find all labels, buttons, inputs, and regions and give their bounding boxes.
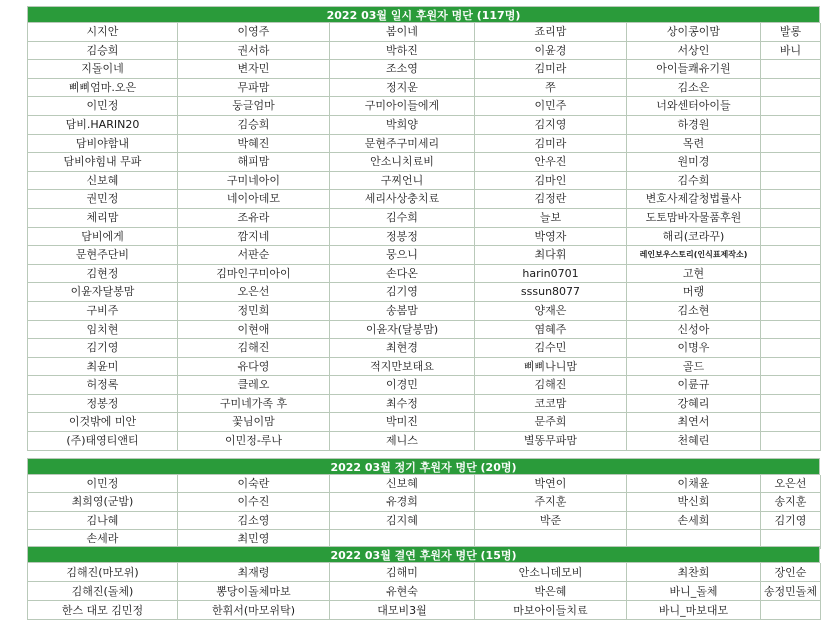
donor-name-cell: 허정록 bbox=[28, 376, 178, 395]
donor-name-cell: 이명우 bbox=[627, 339, 761, 358]
donor-name-cell: 마보아이들치료 bbox=[475, 601, 627, 620]
donor-name-cell: 최희영(군밤) bbox=[28, 493, 178, 511]
donor-name-cell: 삐삐나니맘 bbox=[475, 358, 627, 377]
donor-name-cell: 이민주 bbox=[475, 97, 627, 116]
donor-name-cell: 바니_돌체 bbox=[627, 582, 761, 601]
donor-name-cell bbox=[761, 358, 821, 377]
donor-name-cell bbox=[761, 413, 821, 432]
donor-name-cell: 천혜린 bbox=[627, 432, 761, 451]
donor-name-cell: 별똥무파맘 bbox=[475, 432, 627, 451]
donor-name-cell: 해리(코라꾸) bbox=[627, 228, 761, 247]
donor-name-cell: 손세라 bbox=[28, 530, 178, 548]
donor-name-cell bbox=[761, 135, 821, 154]
donor-name-cell: 김나혜 bbox=[28, 512, 178, 530]
donor-name-cell: 송정민돌체 bbox=[761, 582, 821, 601]
table-title: 2022 03월 결연 후원자 명단 (15명) bbox=[27, 546, 820, 563]
donor-name-cell: 김소영 bbox=[178, 512, 330, 530]
donor-name-cell: 제니스 bbox=[330, 432, 475, 451]
donor-name-cell: 쭈 bbox=[475, 79, 627, 98]
donor-name-cell: 최찬희 bbox=[627, 563, 761, 582]
donor-name-cell: 구미아이들에게 bbox=[330, 97, 475, 116]
donor-name-cell: 이현애 bbox=[178, 321, 330, 340]
donor-name-cell bbox=[761, 283, 821, 302]
donor-name-cell: 김수희 bbox=[627, 172, 761, 191]
donor-name-cell: 원미경 bbox=[627, 153, 761, 172]
donor-name-cell: 안소니데모비 bbox=[475, 563, 627, 582]
donor-name-cell: 손다온 bbox=[330, 265, 475, 284]
donor-name-cell: 이윤자달봉맘 bbox=[28, 283, 178, 302]
donor-name-cell: 서상인 bbox=[627, 42, 761, 61]
donor-name-cell bbox=[761, 395, 821, 414]
donor-name-cell: 정봉정 bbox=[28, 395, 178, 414]
donor-name-cell bbox=[761, 228, 821, 247]
donor-name-cell: 해피맘 bbox=[178, 153, 330, 172]
donor-name-cell bbox=[761, 153, 821, 172]
donor-name-cell: 이윤자(달봉맘) bbox=[330, 321, 475, 340]
donor-name-cell: 조유라 bbox=[178, 209, 330, 228]
donor-name-cell: 레인보우스토리(인식표제작소) bbox=[627, 246, 761, 265]
donor-name-cell: 염혜주 bbox=[475, 321, 627, 340]
donor-name-cell: 김해진 bbox=[178, 339, 330, 358]
donor-name-cell: 이수진 bbox=[178, 493, 330, 511]
donor-name-cell: 최윤미 bbox=[28, 358, 178, 377]
donor-name-cell: 이채윤 bbox=[627, 475, 761, 493]
donor-name-cell bbox=[761, 432, 821, 451]
donor-name-cell: 박연이 bbox=[475, 475, 627, 493]
donor-name-cell: 정봉정 bbox=[330, 228, 475, 247]
donor-name-cell: 문현주구미세리 bbox=[330, 135, 475, 154]
donor-name-cell: 김해진 bbox=[475, 376, 627, 395]
donor-name-cell bbox=[761, 601, 821, 620]
donor-name-cell: 유경희 bbox=[330, 493, 475, 511]
donor-name-cell: 골드 bbox=[627, 358, 761, 377]
donor-name-cell: 김기영 bbox=[330, 283, 475, 302]
donor-name-cell: 최민영 bbox=[178, 530, 330, 548]
donor-name-cell: 이경민 bbox=[330, 376, 475, 395]
donor-name-cell: 김현정 bbox=[28, 265, 178, 284]
donor-name-cell: 강혜리 bbox=[627, 395, 761, 414]
donor-name-cell: 김미라 bbox=[475, 135, 627, 154]
donor-name-cell: 김수희 bbox=[330, 209, 475, 228]
donor-name-cell: 문주희 bbox=[475, 413, 627, 432]
donor-name-cell: 시지안 bbox=[28, 23, 178, 42]
donor-name-cell: 신성아 bbox=[627, 321, 761, 340]
donor-name-cell: 김미라 bbox=[475, 60, 627, 79]
donor-name-cell: 구미네가족 후 bbox=[178, 395, 330, 414]
donor-name-cell: 정민희 bbox=[178, 302, 330, 321]
donor-name-cell: 한스 대모 김민정 bbox=[28, 601, 178, 620]
table-title: 2022 03월 일시 후원자 명단 (117명) bbox=[27, 6, 820, 23]
donor-name-cell: 김승희 bbox=[178, 116, 330, 135]
donor-name-cell: 문현주단비 bbox=[28, 246, 178, 265]
donor-grid bbox=[27, 563, 820, 620]
donor-name-cell: 최다휘 bbox=[475, 246, 627, 265]
donor-name-cell: 오은선 bbox=[761, 475, 821, 493]
donor-name-cell: 최재령 bbox=[178, 563, 330, 582]
donor-name-cell bbox=[761, 60, 821, 79]
donor-name-cell: 이민정 bbox=[28, 97, 178, 116]
donor-name-cell: 김기영 bbox=[761, 512, 821, 530]
donor-name-cell: 체리맘 bbox=[28, 209, 178, 228]
donor-name-cell: 이민정 bbox=[28, 475, 178, 493]
donor-name-cell: 박준 bbox=[475, 512, 627, 530]
donor-name-cell bbox=[761, 321, 821, 340]
donor-name-cell: 김해미 bbox=[330, 563, 475, 582]
donor-name-cell: 깜지네 bbox=[178, 228, 330, 247]
donor-name-cell: 김마인구미아이 bbox=[178, 265, 330, 284]
donor-name-cell: 너와센터아이들 bbox=[627, 97, 761, 116]
donor-name-cell: 변호사제갈청법률사 bbox=[627, 190, 761, 209]
donor-name-cell: 김수민 bbox=[475, 339, 627, 358]
donor-name-cell: 대모비3월 bbox=[330, 601, 475, 620]
donor-name-cell: 서판순 bbox=[178, 246, 330, 265]
donor-name-cell: 김지혜 bbox=[330, 512, 475, 530]
donor-name-cell bbox=[761, 209, 821, 228]
table-title: 2022 03월 정기 후원자 명단 (20명) bbox=[27, 458, 820, 475]
donor-name-cell: 안우진 bbox=[475, 153, 627, 172]
donor-name-cell: 박미진 bbox=[330, 413, 475, 432]
donor-name-cell: 이것밖에 미안 bbox=[28, 413, 178, 432]
donor-name-cell bbox=[761, 97, 821, 116]
donor-name-cell: 구찌언니 bbox=[330, 172, 475, 191]
donor-name-cell: 세리사상충치료 bbox=[330, 190, 475, 209]
donor-name-cell bbox=[761, 302, 821, 321]
donor-name-cell: 둥글엄마 bbox=[178, 97, 330, 116]
donor-name-cell: 뭉으니 bbox=[330, 246, 475, 265]
donor-name-cell: 한휘서(마모위탁) bbox=[178, 601, 330, 620]
donor-name-cell: 바니 bbox=[761, 42, 821, 61]
donor-name-cell: 무파맘 bbox=[178, 79, 330, 98]
donor-name-cell: 오은선 bbox=[178, 283, 330, 302]
donor-name-cell: 최수정 bbox=[330, 395, 475, 414]
donor-name-cell: 권서하 bbox=[178, 42, 330, 61]
donor-name-cell: 김해진(마모위) bbox=[28, 563, 178, 582]
donor-name-cell: 김소현 bbox=[627, 302, 761, 321]
donor-name-cell: 지돌이네 bbox=[28, 60, 178, 79]
donor-name-cell: 이영주 bbox=[178, 23, 330, 42]
donor-name-cell: 목련 bbox=[627, 135, 761, 154]
donor-name-cell: 양재은 bbox=[475, 302, 627, 321]
one-time-donor-table bbox=[27, 6, 820, 451]
donor-name-cell: 조소영 bbox=[330, 60, 475, 79]
donor-name-cell bbox=[761, 79, 821, 98]
donor-name-cell: 담비야함내 bbox=[28, 135, 178, 154]
donor-name-cell: 손세희 bbox=[627, 512, 761, 530]
donor-name-cell: 구미네아이 bbox=[178, 172, 330, 191]
sponsorship-donor-table bbox=[27, 546, 820, 620]
donor-name-cell: 김지영 bbox=[475, 116, 627, 135]
donor-name-cell: 박하진 bbox=[330, 42, 475, 61]
donor-name-cell bbox=[761, 265, 821, 284]
donor-name-cell: (주)태영티앤티 bbox=[28, 432, 178, 451]
donor-name-cell: harin0701 bbox=[475, 265, 627, 284]
donor-name-cell: 이륜규 bbox=[627, 376, 761, 395]
donor-name-cell: 이민정-루나 bbox=[178, 432, 330, 451]
donor-name-cell bbox=[761, 190, 821, 209]
donor-name-cell: 하경원 bbox=[627, 116, 761, 135]
donor-name-cell: 이윤경 bbox=[475, 42, 627, 61]
donor-name-cell: 담비야힘내 무파 bbox=[28, 153, 178, 172]
donor-name-cell: 네이아데모 bbox=[178, 190, 330, 209]
donor-name-cell: 이숙란 bbox=[178, 475, 330, 493]
donor-name-cell bbox=[761, 116, 821, 135]
donor-name-cell: 신보혜 bbox=[28, 172, 178, 191]
donor-name-cell: 최연서 bbox=[627, 413, 761, 432]
donor-name-cell bbox=[761, 376, 821, 395]
regular-donor-table bbox=[27, 458, 820, 549]
donor-name-cell: 김소은 bbox=[627, 79, 761, 98]
donor-name-cell: 담비.HARIN20 bbox=[28, 116, 178, 135]
donor-name-cell: 최현경 bbox=[330, 339, 475, 358]
donor-name-cell: 박혜진 bbox=[178, 135, 330, 154]
donor-name-cell: 머랭 bbox=[627, 283, 761, 302]
donor-name-cell: 적지만보태요 bbox=[330, 358, 475, 377]
donor-name-cell: 상이콩이맘 bbox=[627, 23, 761, 42]
donor-name-cell: 도토맘바자물품후원 bbox=[627, 209, 761, 228]
donor-name-cell: 유다영 bbox=[178, 358, 330, 377]
donor-grid bbox=[27, 475, 820, 549]
donor-name-cell bbox=[761, 246, 821, 265]
donor-name-cell: sssun8077 bbox=[475, 283, 627, 302]
donor-name-cell: 고현 bbox=[627, 265, 761, 284]
donor-name-cell: 김기영 bbox=[28, 339, 178, 358]
donor-name-cell: 담비에게 bbox=[28, 228, 178, 247]
donor-grid bbox=[27, 23, 820, 451]
donor-name-cell: 신보혜 bbox=[330, 475, 475, 493]
donor-name-cell: 김해진(돌체) bbox=[28, 582, 178, 601]
donor-name-cell: 송봄맘 bbox=[330, 302, 475, 321]
donor-name-cell: 아이들쾌유기원 bbox=[627, 60, 761, 79]
donor-name-cell: 삐삐엄마.오은 bbox=[28, 79, 178, 98]
donor-name-cell: 주지훈 bbox=[475, 493, 627, 511]
donor-name-cell: 유현숙 bbox=[330, 582, 475, 601]
donor-name-cell: 박영자 bbox=[475, 228, 627, 247]
donor-name-cell bbox=[761, 172, 821, 191]
donor-name-cell: 김마인 bbox=[475, 172, 627, 191]
donor-name-cell: 임치현 bbox=[28, 321, 178, 340]
donor-name-cell: 김승희 bbox=[28, 42, 178, 61]
donor-name-cell bbox=[761, 339, 821, 358]
donor-name-cell: 늘보 bbox=[475, 209, 627, 228]
donor-name-cell: 김정란 bbox=[475, 190, 627, 209]
donor-name-cell: 봄이네 bbox=[330, 23, 475, 42]
donor-name-cell: 꽃님이맘 bbox=[178, 413, 330, 432]
donor-name-cell: 죠리맘 bbox=[475, 23, 627, 42]
donor-name-cell: 코코맘 bbox=[475, 395, 627, 414]
donor-name-cell: 박은혜 bbox=[475, 582, 627, 601]
donor-name-cell: 구비주 bbox=[28, 302, 178, 321]
donor-name-cell: 안소니치료비 bbox=[330, 153, 475, 172]
donor-name-cell: 장인순 bbox=[761, 563, 821, 582]
donor-name-cell: 박희양 bbox=[330, 116, 475, 135]
donor-name-cell: 박신희 bbox=[627, 493, 761, 511]
donor-name-cell: 뽕당이돌체마보 bbox=[178, 582, 330, 601]
donor-name-cell: 발롱 bbox=[761, 23, 821, 42]
donor-name-cell: 바니_마보대모 bbox=[627, 601, 761, 620]
donor-name-cell: 권민정 bbox=[28, 190, 178, 209]
donor-name-cell: 클레오 bbox=[178, 376, 330, 395]
donor-name-cell: 정지운 bbox=[330, 79, 475, 98]
donor-name-cell: 송지훈 bbox=[761, 493, 821, 511]
donor-name-cell: 변자민 bbox=[178, 60, 330, 79]
